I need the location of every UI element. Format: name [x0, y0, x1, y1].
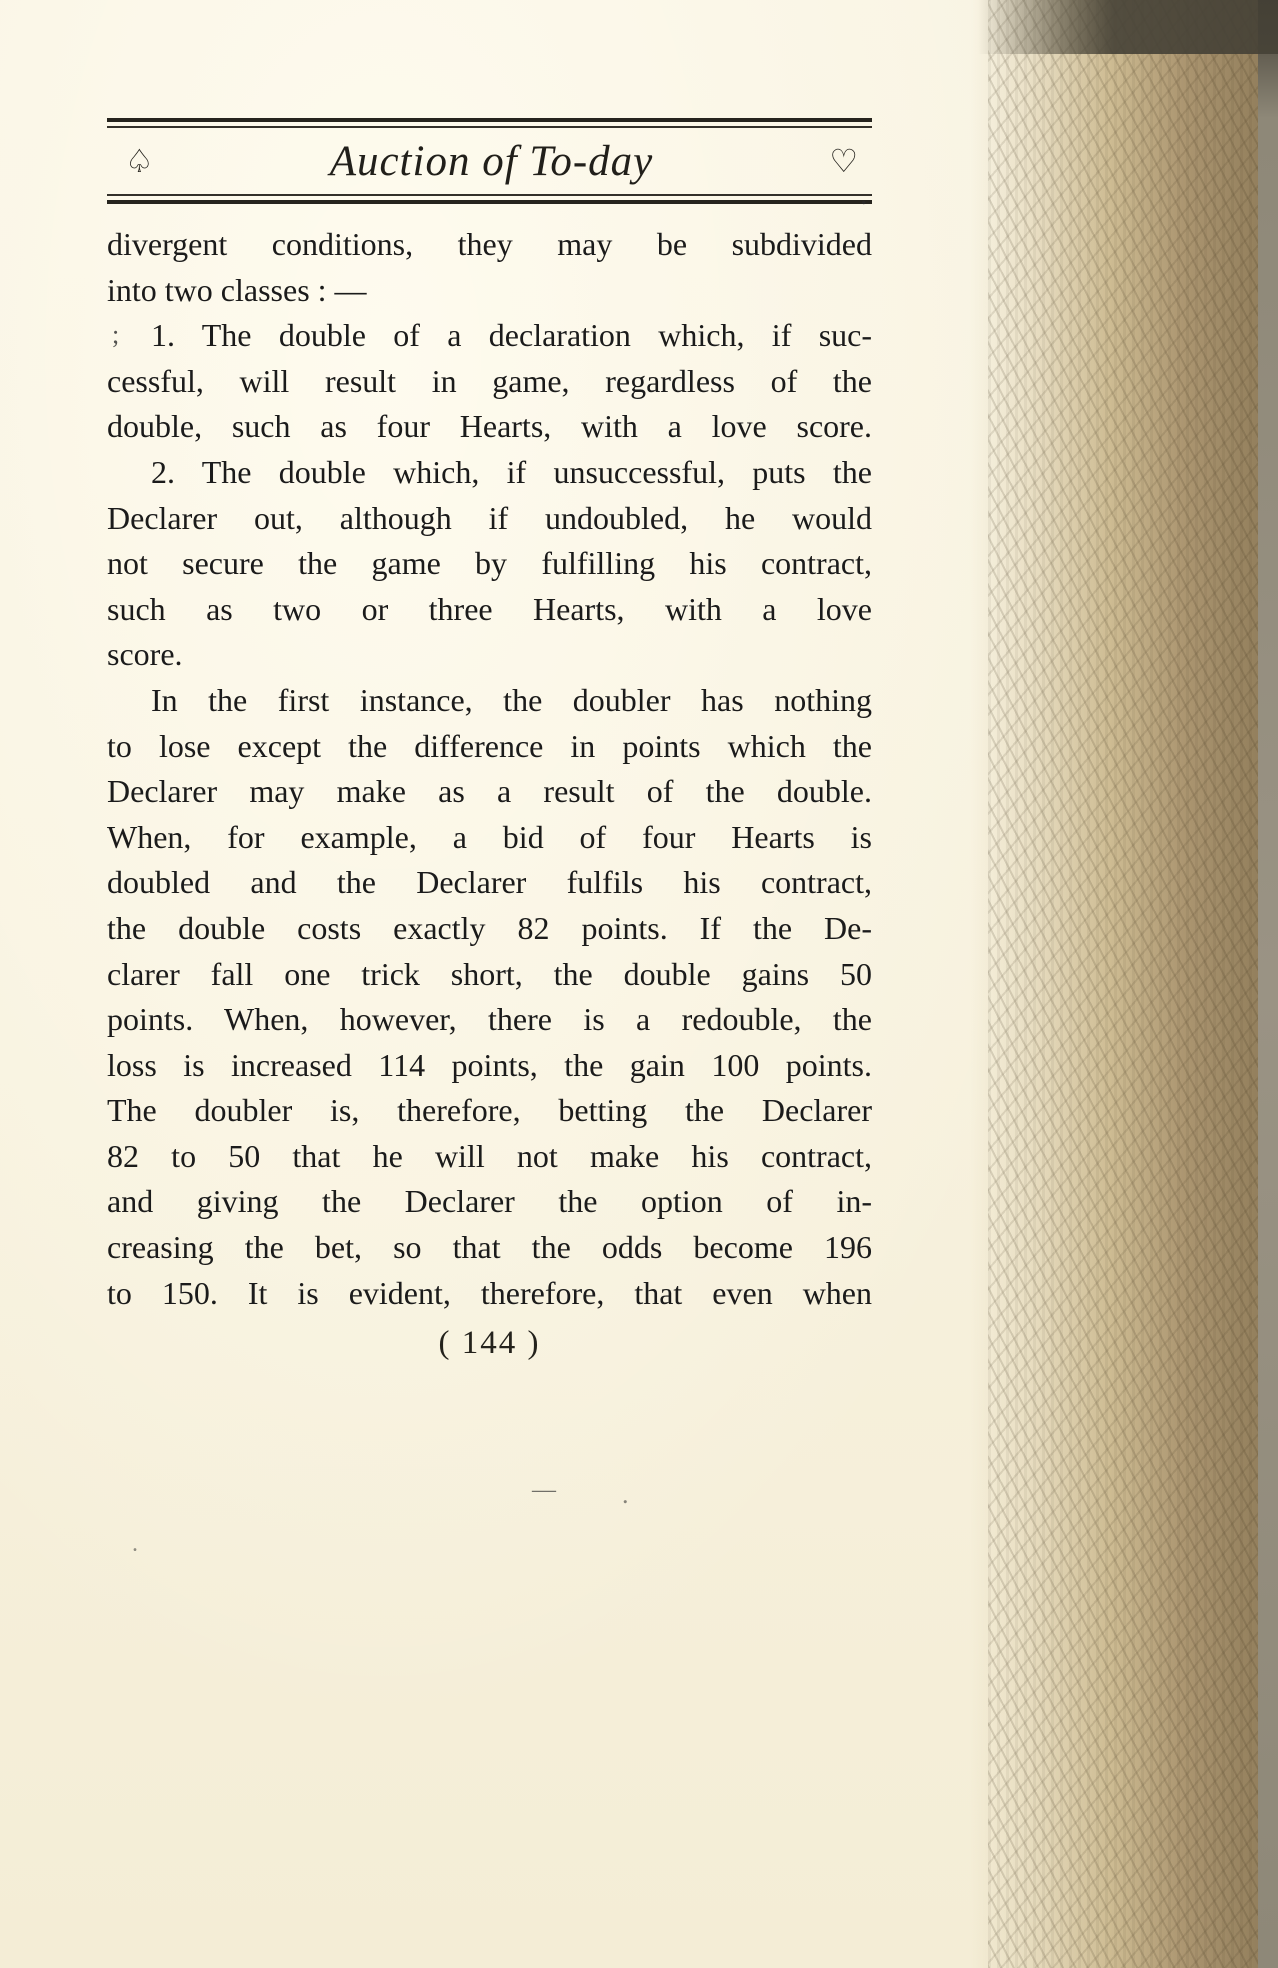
text-line: cessful, will result in game, regardless of the	[107, 362, 872, 399]
body-lines	[107, 222, 872, 1316]
bottom-rule-thick	[107, 200, 872, 204]
text-line: to 150. It is evident, therefore, that even when	[107, 1274, 872, 1311]
print-artifact: .	[860, 178, 868, 211]
heart-outline-icon: ♡	[829, 142, 858, 180]
text-line: In the first instance, the doubler has nothing	[151, 681, 872, 718]
text-line: into two classes : —	[107, 271, 367, 308]
print-artifact: ;	[112, 320, 120, 349]
text-line: the double costs exactly 82 points. If the De-	[107, 909, 872, 946]
spade-outline-icon: ♤	[125, 142, 154, 180]
text-line: clarer fall one trick short, the double gains 50	[107, 955, 872, 992]
text-line: double, such as four Hearts, with a love score.	[107, 408, 872, 445]
page-edge-corner-shadow	[978, 0, 1278, 54]
running-head	[107, 128, 872, 194]
print-artifact: —	[532, 1477, 556, 1503]
text-line: doubled and the Declarer fulfils his contract,	[107, 864, 872, 901]
print-artifact: .	[622, 1480, 629, 1509]
page-edge-outer-strip	[1258, 0, 1278, 1968]
text-line: The doubler is, therefore, betting the Declarer	[107, 1092, 872, 1129]
print-artifact: .	[132, 1531, 138, 1557]
text-line: creasing the bet, so that the odds become 196	[107, 1229, 872, 1266]
text-line: score.	[107, 636, 183, 673]
text-line: 2. The double which, if unsuccessful, puts the	[151, 453, 872, 490]
page-edge-speckle	[988, 0, 1278, 1968]
text-line: and giving the Declarer the option of in-	[107, 1183, 872, 1220]
text-line: 1. The double of a declaration which, if suc-	[151, 317, 872, 354]
text-line: 82 to 50 that he will not make his contract,	[107, 1137, 872, 1174]
page-title: Auction of To-day	[329, 137, 654, 185]
text-line: Declarer out, although if undoubled, he would	[107, 499, 872, 536]
page-content	[107, 118, 872, 1366]
page-number: ( 144 )	[438, 1325, 541, 1362]
text-line: divergent conditions, they may be subdivided	[107, 226, 872, 262]
text-line: points. When, however, there is a redouble, the	[107, 1001, 872, 1038]
text-line: to lose except the difference in points which the	[107, 727, 872, 764]
text-line: When, for example, a bid of four Hearts is	[107, 818, 872, 855]
text-line: Declarer may make as a result of the double.	[107, 773, 872, 810]
text-line: not secure the game by fulfilling his contract,	[107, 545, 872, 582]
text-line: such as two or three Hearts, with a love	[107, 590, 872, 627]
text-line: loss is increased 114 points, the gain 100 points.	[107, 1046, 872, 1083]
